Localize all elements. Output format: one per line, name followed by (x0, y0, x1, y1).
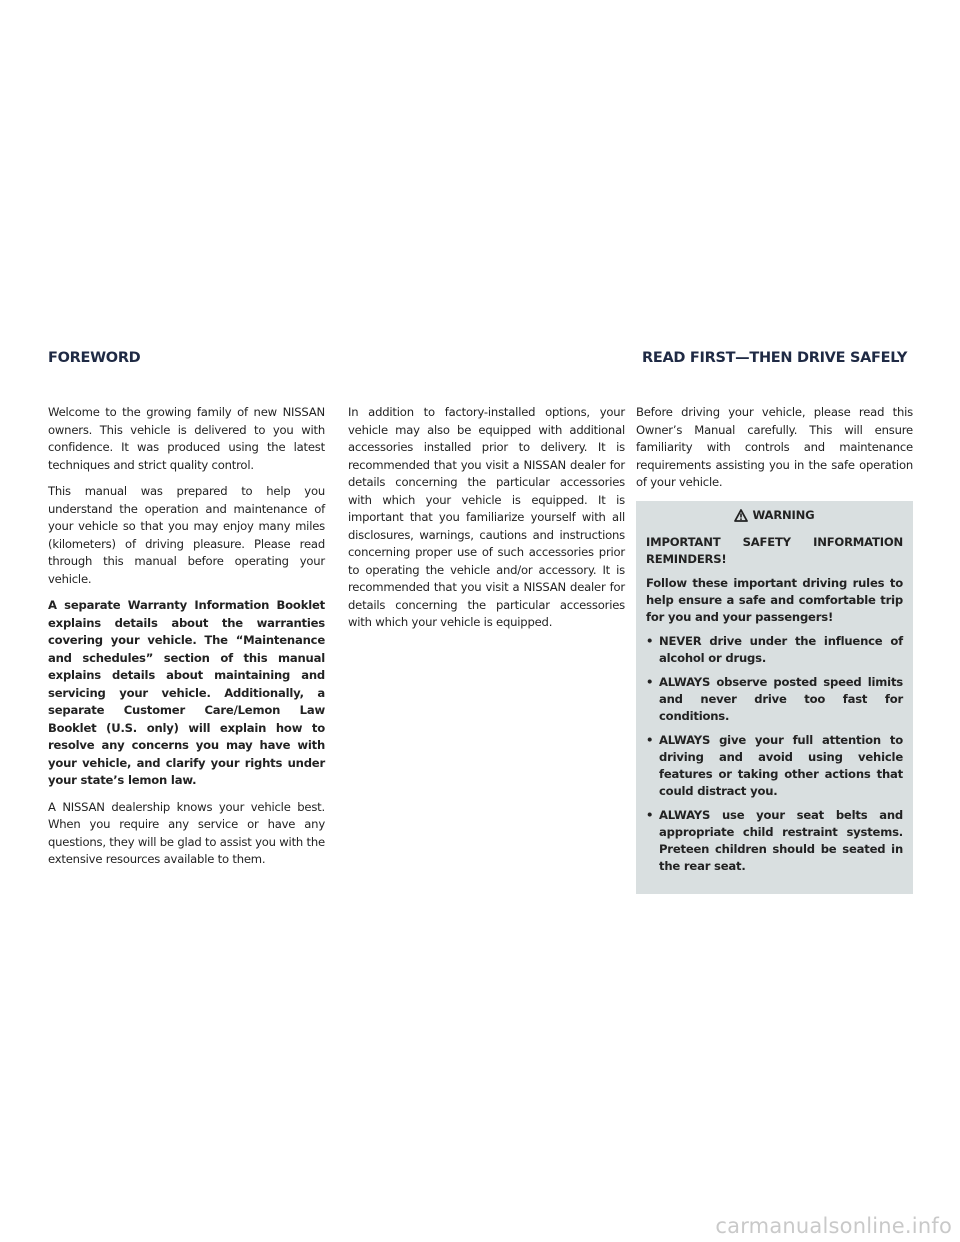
watermark-text: carmanualsonline.info (715, 1214, 952, 1238)
warning-bullet-list (646, 633, 903, 875)
foreword-column-2 (348, 404, 625, 641)
warning-bullet: • NEVER drive under the influence of alcohol or drugs. (646, 633, 903, 667)
foreword-heading: FOREWORD (48, 350, 141, 366)
warning-rules: Follow these important driving rules to help ensure a safe and comfortable trip for you and your passengers! (646, 575, 903, 624)
warning-box (636, 501, 913, 894)
dealership-paragraph: A NISSAN dealership knows your vehicle best. When you require any service or have any questions, they will be glad to assist you with the extensive resources available to them. (48, 799, 325, 866)
foreword-column-1 (48, 404, 325, 878)
warning-bullet: • ALWAYS use your seat belts and appropriate child restraint systems. Preteen children should be seated in the rear seat. (646, 807, 903, 875)
warning-title-text: WARNING (752, 507, 815, 522)
read-first-heading: READ FIRST—THEN DRIVE SAFELY (642, 350, 908, 366)
warning-bullet: • ALWAYS observe posted speed limits and never drive too fast for conditions. (646, 674, 903, 725)
warning-reminders: IMPORTANT SAFETY INFORMATION REMINDERS! (646, 534, 903, 566)
read-first-intro: Before driving your vehicle, please read this Owner’s Manual carefully. This will ensure familiarity with controls and maintenance requirements assisting you in the safe operation of your vehicle. (636, 405, 913, 489)
warning-title (646, 507, 903, 524)
read-first-column (636, 404, 913, 894)
warning-bullet: • ALWAYS give your full attention to driving and avoid using vehicle features or taking other actions that could distract you. (646, 732, 903, 800)
accessories-paragraph: In addition to factory-installed options, your vehicle may also be equipped with additional accessories installed prior to delivery. It is recommended that you visit a NISSAN dealer for details concerning the particular accessories with which your vehicle is equipped. It is important that you familiarize yourself with all disclosures, warnings, cautions and instructions concerning proper use of such accessories prior to operating the vehicle and/or accessory. It is recommended that you visit a NISSAN dealer for details concerning the particular accessories with which your vehicle is equipped. (348, 405, 625, 629)
welcome-paragraph: Welcome to the growing family of new NISSAN owners. This vehicle is delivered to you with confidence. It was produced using the latest techniques and strict quality control. (48, 405, 325, 472)
warranty-paragraph: A separate Warranty Information Booklet explains details about the warranties covering your vehicle. The “Maintenance and schedules” section of this manual explains details about maintaining and servicing your vehicle. Additionally, a separate Customer Care/Lemon Law Booklet (U.S. only) will explain how to resolve any concerns you may have with your vehicle, and clarify your rights under your state’s lemon law. (48, 598, 325, 787)
warning-triangle-icon (734, 509, 748, 522)
manual-purpose-paragraph: This manual was prepared to help you understand the operation and maintenance of your vehicle so that you may enjoy many miles (kilometers) of driving pleasure. Please read through this manual before operating your vehicle. (48, 484, 325, 586)
